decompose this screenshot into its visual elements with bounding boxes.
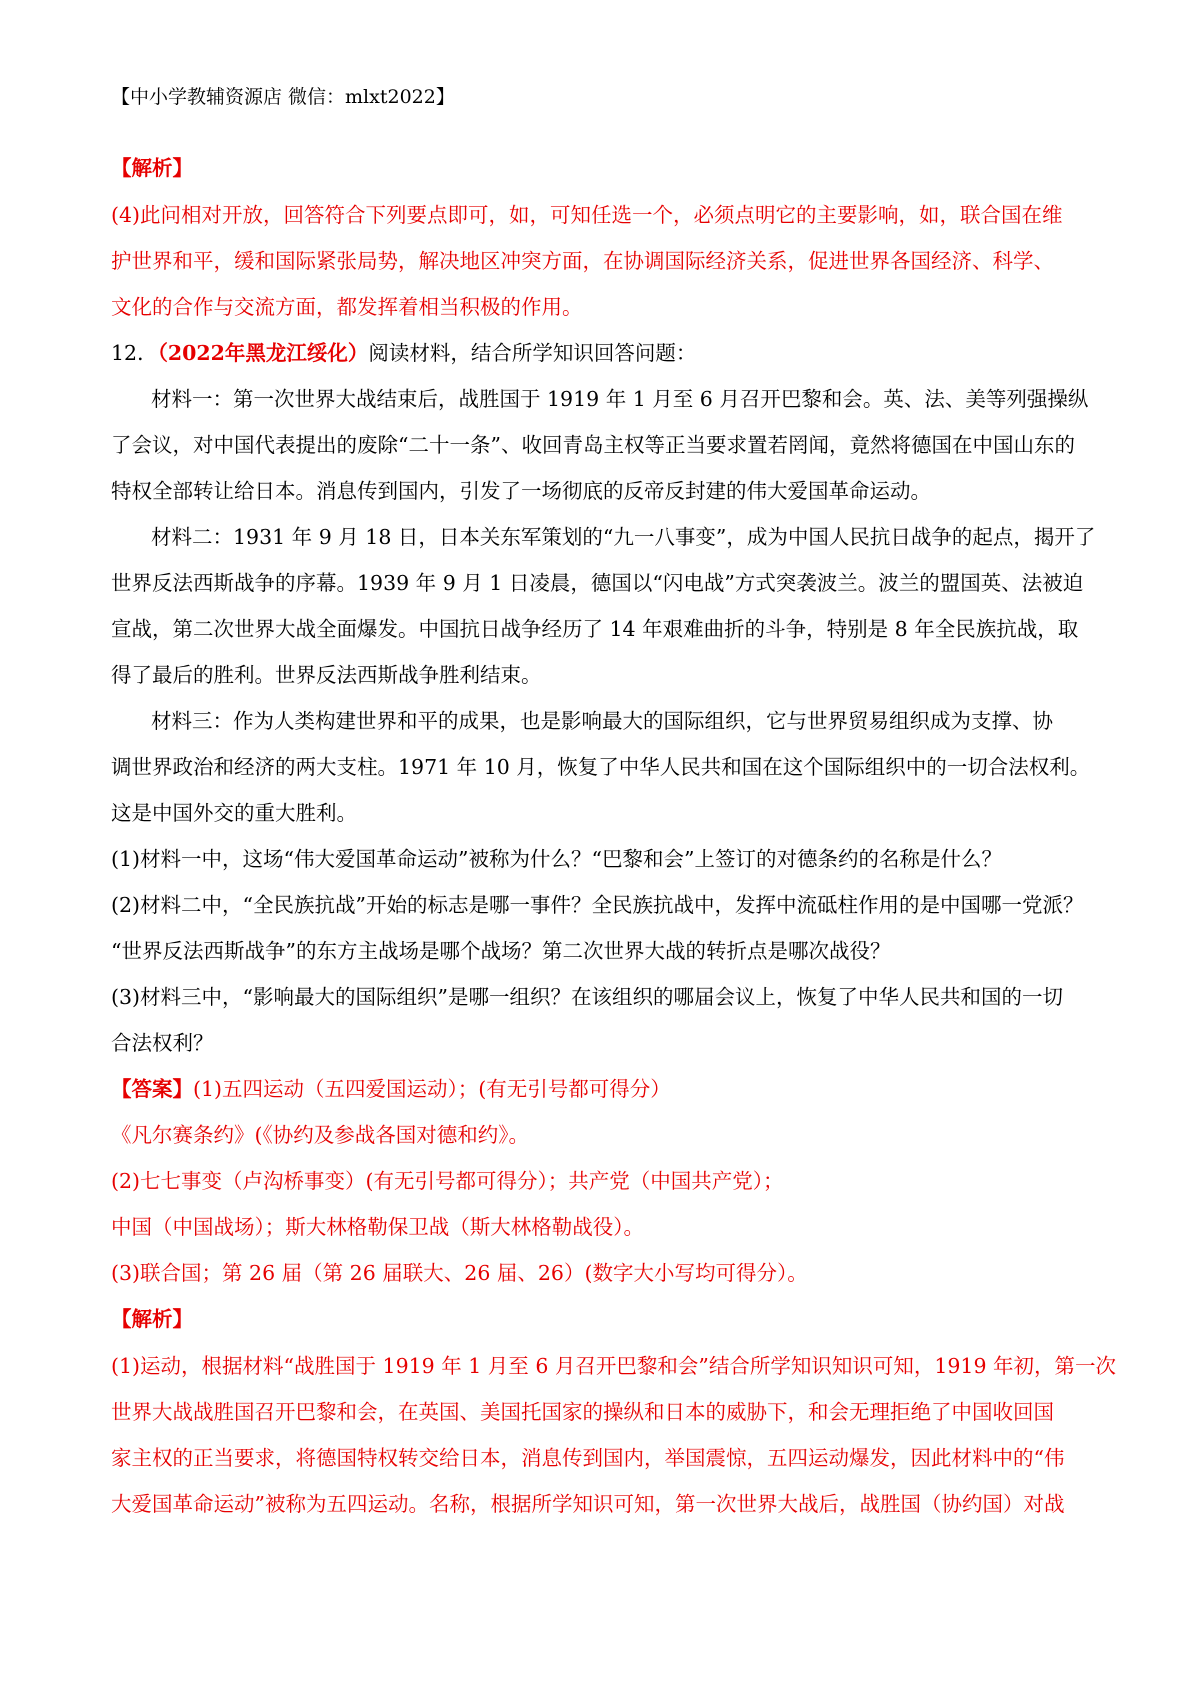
answer-line (111, 1074, 1101, 1104)
header-watermark: 【中小学教辅资源店 微信：mlxt2022】 (111, 86, 455, 108)
analysis-line: 大爱国革命运动”被称为五四运动。名称，根据所学知识可知，第一次世界大战后，战胜国（协约国）对战 (111, 1492, 1065, 1516)
material1-line: 特权全部转让给日本。消息传到国内，引发了一场彻底的反帝反封建的伟大爱国革命运动。 (111, 479, 931, 503)
material3-line: 这是中国外交的重大胜利。 (111, 801, 357, 825)
material3-line: 调世界政治和经济的两大支柱。1971 年 10 月，恢复了中华人民共和国在这个国际组织中的一切合法权利。 (111, 755, 1091, 779)
analysis-line: 世界大战战胜国召开巴黎和会，在英国、美国托国家的操纵和日本的威胁下，和会无理拒绝了中国收回国 (111, 1400, 1054, 1424)
sub-question-2: (2)材料二中，“全民族抗战”开始的标志是哪一事件？全民族抗战中，发挥中流砥柱作用的是中国哪一党派？ (111, 893, 1084, 917)
prev-analysis-line: 文化的合作与交流方面，都发挥着相当积极的作用。 (111, 295, 583, 319)
sub-question-3: (3)材料三中，“影响最大的国际组织”是哪一组织？在该组织的哪届会议上，恢复了中华人民共和国的一切 (111, 985, 1063, 1009)
answer-line: (3)联合国；第 26 届（第 26 届联大、26 届、26）(数字大小写均可得分）。 (111, 1261, 808, 1285)
material1-line: 了会议，对中国代表提出的废除“二十一条”、收回青岛主权等正当要求置若罔闻，竟然将德国在中国山东的 (111, 433, 1075, 457)
analysis-line: (1)运动，根据材料“战胜国于 1919 年 1 月至 6 月召开巴黎和会”结合所学知识知识可知，1919 年初，第一次 (111, 1354, 1117, 1378)
prev-analysis-label: 【解析】 (111, 156, 193, 180)
answer-line: (2)七七事变（卢沟桥事变）(有无引号都可得分）；共产党（中国共产党）； (111, 1169, 784, 1193)
material2-line: 材料二：1931 年 9 月 18 日，日本关东军策划的“九一八事变”，成为中国人民抗日战争的起点，揭开了 (151, 525, 1096, 549)
material2-line: 世界反法西斯战争的序幕。1939 年 9 月 1 日凌晨，德国以“闪电战”方式突袭波兰。波兰的盟国英、法被迫 (111, 571, 1084, 595)
prev-analysis-line: (4)此问相对开放，回答符合下列要点即可，如，可知任选一个，必须点明它的主要影响，如，联合国在维 (111, 203, 1063, 227)
question-heading (111, 338, 1101, 368)
answer-label: 【答案】 (111, 1077, 193, 1101)
sub-question-1: (1)材料一中，这场“伟大爱国革命运动”被称为什么？“巴黎和会”上签订的对德条约的名称是什么？ (111, 847, 1002, 871)
answer-line: 中国（中国战场）；斯大林格勒保卫战（斯大林格勒战役）。 (111, 1215, 644, 1239)
material1-line: 材料一：第一次世界大战结束后，战胜国于 1919 年 1 月至 6 月召开巴黎和会。英、法、美等列强操纵 (151, 387, 1089, 411)
answer-line: 《凡尔赛条约》(《协约及参战各国对德和约》。 (111, 1123, 529, 1147)
question-number: 12． (111, 341, 158, 365)
question-source: （2022年黑龙江绥化） (157, 341, 369, 365)
material2-line: 得了最后的胜利。世界反法西斯战争胜利结束。 (111, 663, 542, 687)
sub-question-2: “世界反法西斯战争”的东方主战场是哪个战场？第二次世界大战的转折点是哪次战役？ (111, 939, 891, 963)
sub-question-3: 合法权利？ (111, 1031, 214, 1055)
question-prompt: 阅读材料，结合所学知识回答问题： (368, 341, 697, 365)
analysis-line: 家主权的正当要求，将德国特权转交给日本，消息传到国内，举国震惊，五四运动爆发，因此材料中的“伟 (111, 1446, 1065, 1470)
material2-line: 宣战，第二次世界大战全面爆发。中国抗日战争经历了 14 年艰难曲折的斗争，特别是 8 年全民族抗战，取 (111, 617, 1079, 641)
answer-text: (1)五四运动（五四爱国运动）；(有无引号都可得分） (193, 1077, 671, 1101)
material3-line: 材料三：作为人类构建世界和平的成果，也是影响最大的国际组织，它与世界贸易组织成为支撑、协 (151, 709, 1053, 733)
prev-analysis-line: 护世界和平，缓和国际紧张局势，解决地区冲突方面，在协调国际经济关系，促进世界各国经济、科学、 (111, 249, 1054, 273)
analysis-label: 【解析】 (111, 1307, 193, 1331)
